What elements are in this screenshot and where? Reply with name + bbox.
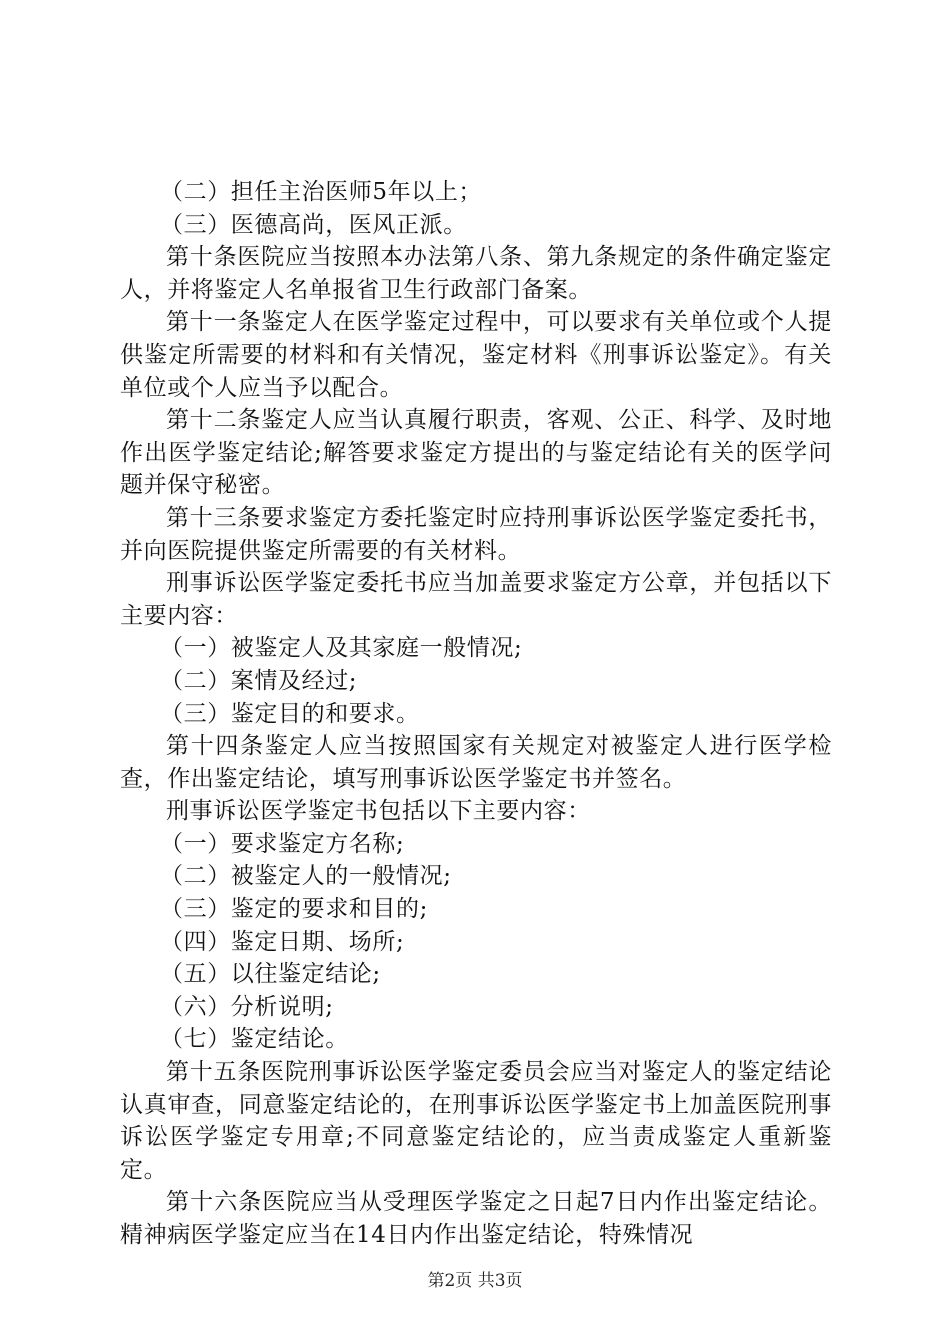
list-item: （二）被鉴定人的一般情况; bbox=[160, 863, 452, 890]
article-13-paragraph: 刑事诉讼医学鉴定委托书应当加盖要求鉴定方公章，并包括以下主要内容： bbox=[120, 570, 832, 629]
list-item: （五）以往鉴定结论; bbox=[160, 961, 381, 988]
article-13: 第十三条要求鉴定方委托鉴定时应持刑事诉讼医学鉴定委托书，并向医院提供鉴定所需要的有关材料。 bbox=[120, 504, 832, 564]
article-16: 第十六条医院应当从受理医学鉴定之日起7日内作出鉴定结论。精神病医学鉴定应当在14日内作出鉴定结论，特殊情况 bbox=[120, 1189, 832, 1248]
page-number-footer: 第2页 共3页 bbox=[427, 1271, 523, 1291]
list-item: （一）要求鉴定方名称; bbox=[160, 830, 405, 857]
article-11: 第十一条鉴定人在医学鉴定过程中，可以要求有关单位或个人提供鉴定所需要的材料和有关情况，鉴定材料《刑事诉讼鉴定》。有关单位或个人应当予以配合。 bbox=[120, 309, 832, 401]
article-15: 第十五条医院刑事诉讼医学鉴定委员会应当对鉴定人的鉴定结论认真审查，同意鉴定结论的，在刑事诉讼医学鉴定书上加盖医院刑事诉讼医学鉴定专用章;不同意鉴定结论的，应当责成鉴定人重新鉴定。 bbox=[120, 1059, 832, 1183]
article-14-paragraph: 刑事诉讼医学鉴定书包括以下主要内容： bbox=[166, 798, 591, 825]
document-body bbox=[120, 176, 832, 1252]
list-item: （一）被鉴定人及其家庭一般情况; bbox=[160, 635, 523, 662]
article-10: 第十条医院应当按照本办法第八条、第九条规定的条件确定鉴定人，并将鉴定人名单报省卫生行政部门备案。 bbox=[120, 244, 832, 303]
list-item: （三）医德高尚，医风正派。 bbox=[160, 211, 467, 238]
list-item: （二）案情及经过; bbox=[160, 667, 358, 694]
list-item: （六）分析说明; bbox=[160, 993, 334, 1020]
list-item: （七）鉴定结论。 bbox=[160, 1026, 349, 1053]
list-item: （二）担任主治医师5年以上； bbox=[160, 179, 483, 205]
article-12: 第十二条鉴定人应当认真履行职责，客观、公正、科学、及时地作出医学鉴定结论;解答要求鉴定方提出的与鉴定结论有关的医学问题并保守秘密。 bbox=[120, 407, 832, 499]
article-14: 第十四条鉴定人应当按照国家有关规定对被鉴定人进行医学检查，作出鉴定结论，填写刑事诉讼医学鉴定书并签名。 bbox=[120, 733, 832, 792]
list-item: （三）鉴定目的和要求。 bbox=[160, 700, 420, 727]
list-item: （四）鉴定日期、场所; bbox=[160, 928, 405, 955]
list-item: （三）鉴定的要求和目的; bbox=[160, 896, 428, 923]
